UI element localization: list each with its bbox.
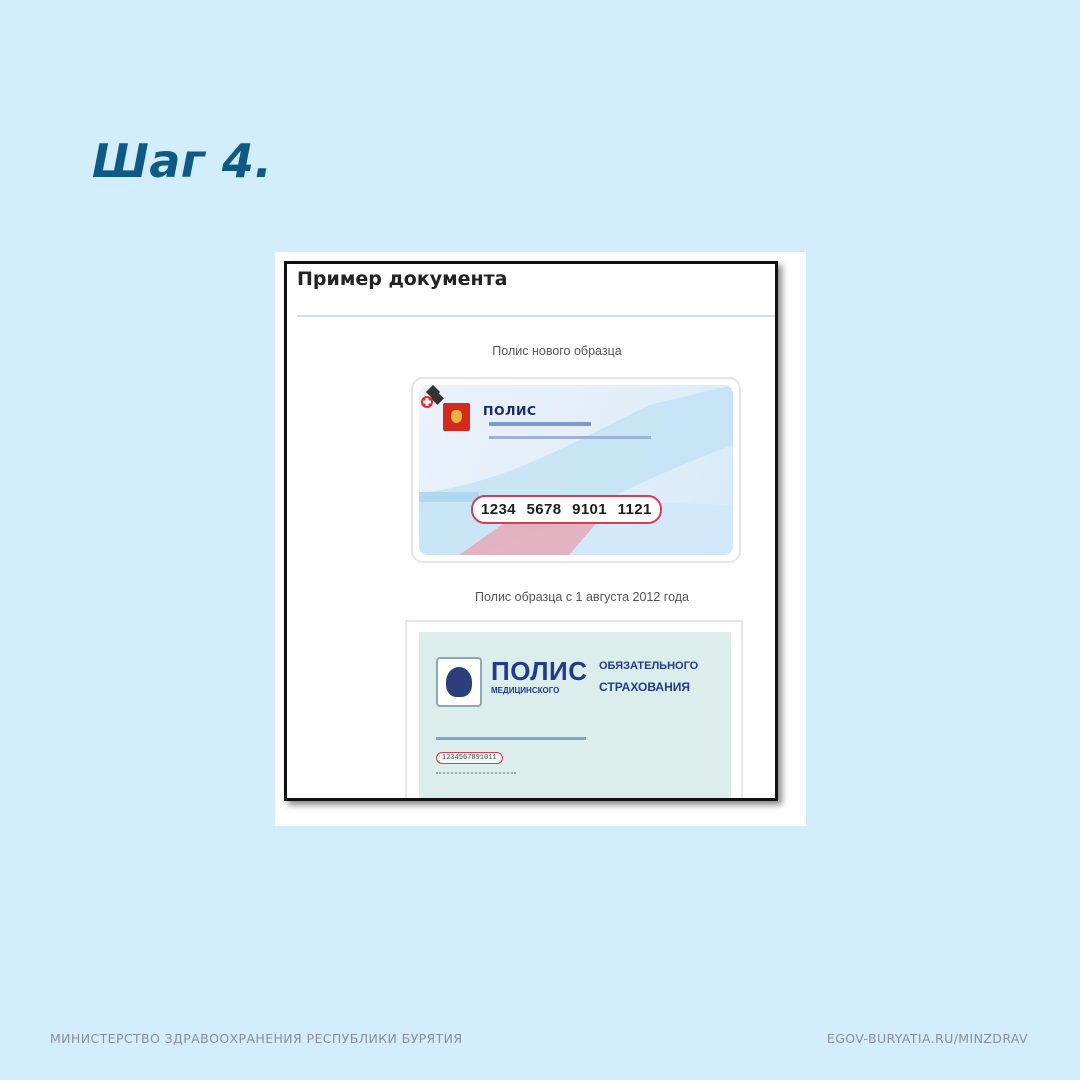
heading-divider — [297, 315, 777, 317]
insurer-logo-icon — [419, 385, 445, 411]
old-policy-title-top: ОБЯЗАТЕЛЬНОГО — [599, 660, 699, 672]
new-policy-number: 1234 5678 9101 1121 — [471, 495, 662, 524]
old-policy-dotted-line — [436, 772, 516, 778]
old-policy-title-right: СТРАХОВАНИЯ — [599, 680, 690, 694]
old-policy-title — [491, 656, 699, 695]
footer-ministry: МИНИСТЕРСТВО ЗДРАВООХРАНЕНИЯ РЕСПУБЛИКИ БУРЯТИЯ — [50, 1031, 463, 1046]
step-title: Шаг 4. — [92, 134, 273, 188]
new-policy-card-label: ПОЛИС — [483, 403, 537, 418]
eagle-icon — [446, 667, 472, 697]
new-policy-card-face — [419, 385, 733, 555]
old-policy-title-left: МЕДИЦИНСКОГО — [491, 686, 560, 695]
old-policy-card-face — [419, 632, 731, 801]
old-policy-line — [436, 737, 586, 740]
coat-of-arms-icon — [436, 657, 482, 707]
old-policy-card — [405, 620, 743, 801]
new-policy-card — [411, 377, 741, 563]
document-example-screenshot — [275, 252, 806, 826]
document-example-panel — [284, 261, 778, 801]
footer-link[interactable]: EGOV-BURYATIA.RU/MINZDRAV — [826, 1031, 1028, 1046]
old-policy-number: 1234567891011 — [436, 752, 503, 764]
old-policy-caption: Полис образца с 1 августа 2012 года — [474, 590, 689, 604]
coat-of-arms-icon — [443, 403, 470, 431]
new-policy-caption: Полис нового образца — [492, 344, 622, 358]
old-policy-title-main: ПОЛИС — [491, 656, 588, 686]
document-heading: Пример документа — [297, 268, 508, 290]
